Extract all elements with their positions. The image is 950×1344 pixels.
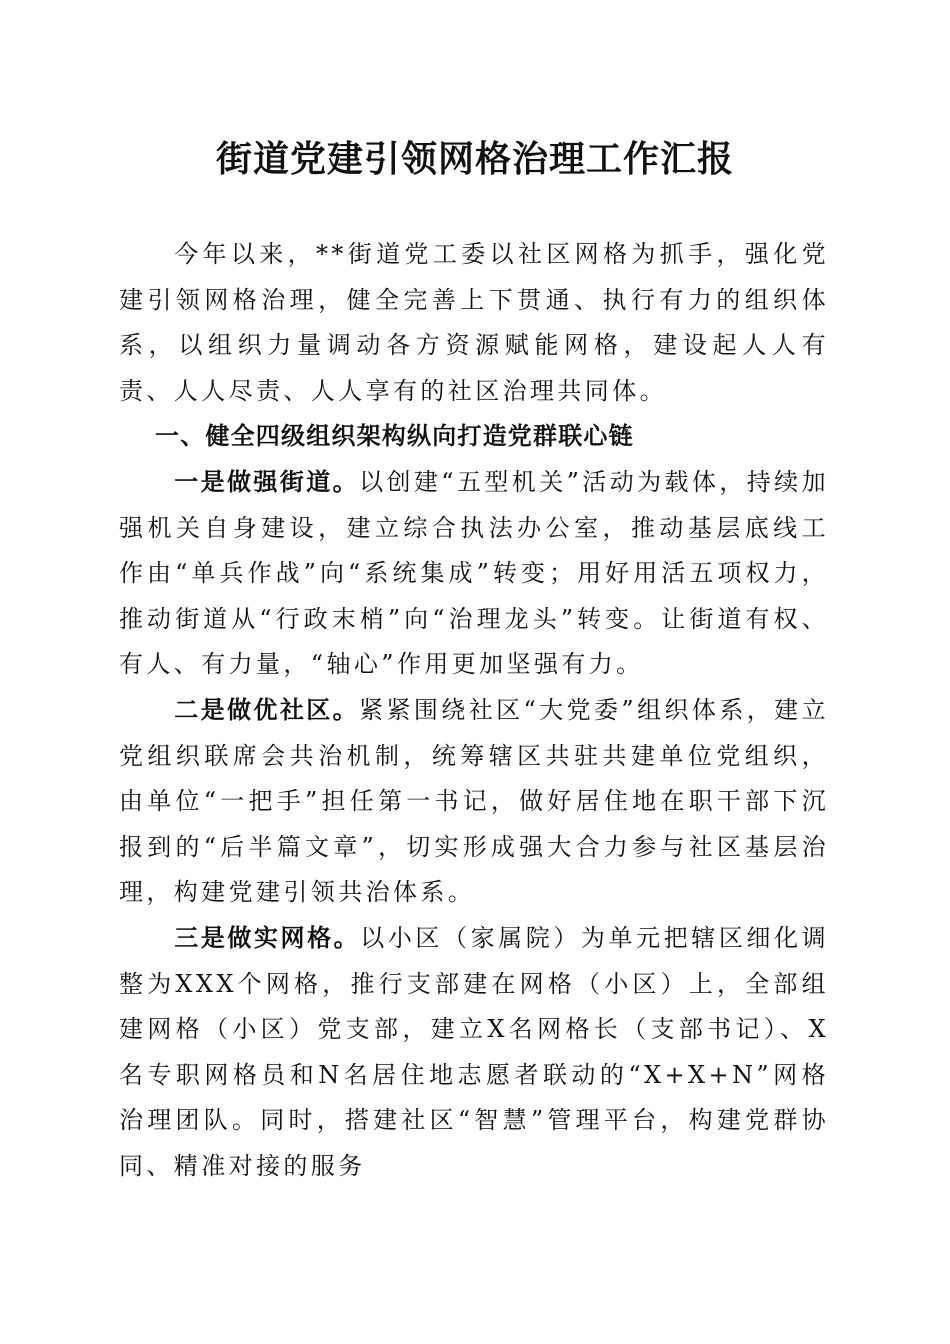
paragraph-lead: 二是做优社区。 bbox=[174, 695, 360, 724]
intro-paragraph: 今年以来，**街道党工委以社区网格为抓手，强化党建引领网格治理，健全完善上下贯通、执行有力的组织体系，以组织力量调动各方资源赋能网格，建设起人人有责、人人尽责、人人享有的社区治理共同体。 bbox=[119, 240, 829, 405]
paragraph-lead: 一是做强街道。 bbox=[174, 467, 360, 496]
paragraph-text: 以创建“五型机关”活动为载体，持续加强机关自身建设，建立综合执法办公室，推动基层底线工作由“单兵作战”向“系统集成”转变；用好用活五项权力，推动街道从“行政末梢”向“治理龙头”转变。让街道有权、有人、有力量，“轴心”作用更加坚强有力。 bbox=[119, 467, 829, 679]
section-heading: 一、健全四级组织架构纵向打造党群联心链 bbox=[155, 422, 634, 451]
paragraph-text: 紧紧围绕社区“大党委”组织体系，建立党组织联席会共治机制，统筹辖区共驻共建单位党组织，由单位“一把手”担任第一书记，做好居住地在职干部下沉报到的“后半篇文章”，切实形成强大合力参与社区基层治理，构建党建引领共治体系。 bbox=[119, 695, 829, 907]
paragraph-lead: 三是做实网格。 bbox=[174, 923, 361, 952]
paragraph-street bbox=[119, 460, 829, 688]
paragraph-text: 以小区（家属院）为单元把辖区细化调整为XXX个网格，推行支部建在网格（小区）上，全部组建网格（小区）党支部，建立X名网格长（支部书记）、X名专职网格员和N名居住地志愿者联动的“X+X+N”网格治理团队。同时，搭建社区“智慧”管理平台，构建党群协同、精准对接的服务 bbox=[119, 923, 829, 1180]
paragraph-grid bbox=[119, 916, 829, 1190]
document-body bbox=[119, 232, 829, 1189]
document-title: 街道党建引领网格治理工作汇报 bbox=[215, 138, 734, 180]
paragraph-community bbox=[119, 688, 829, 916]
